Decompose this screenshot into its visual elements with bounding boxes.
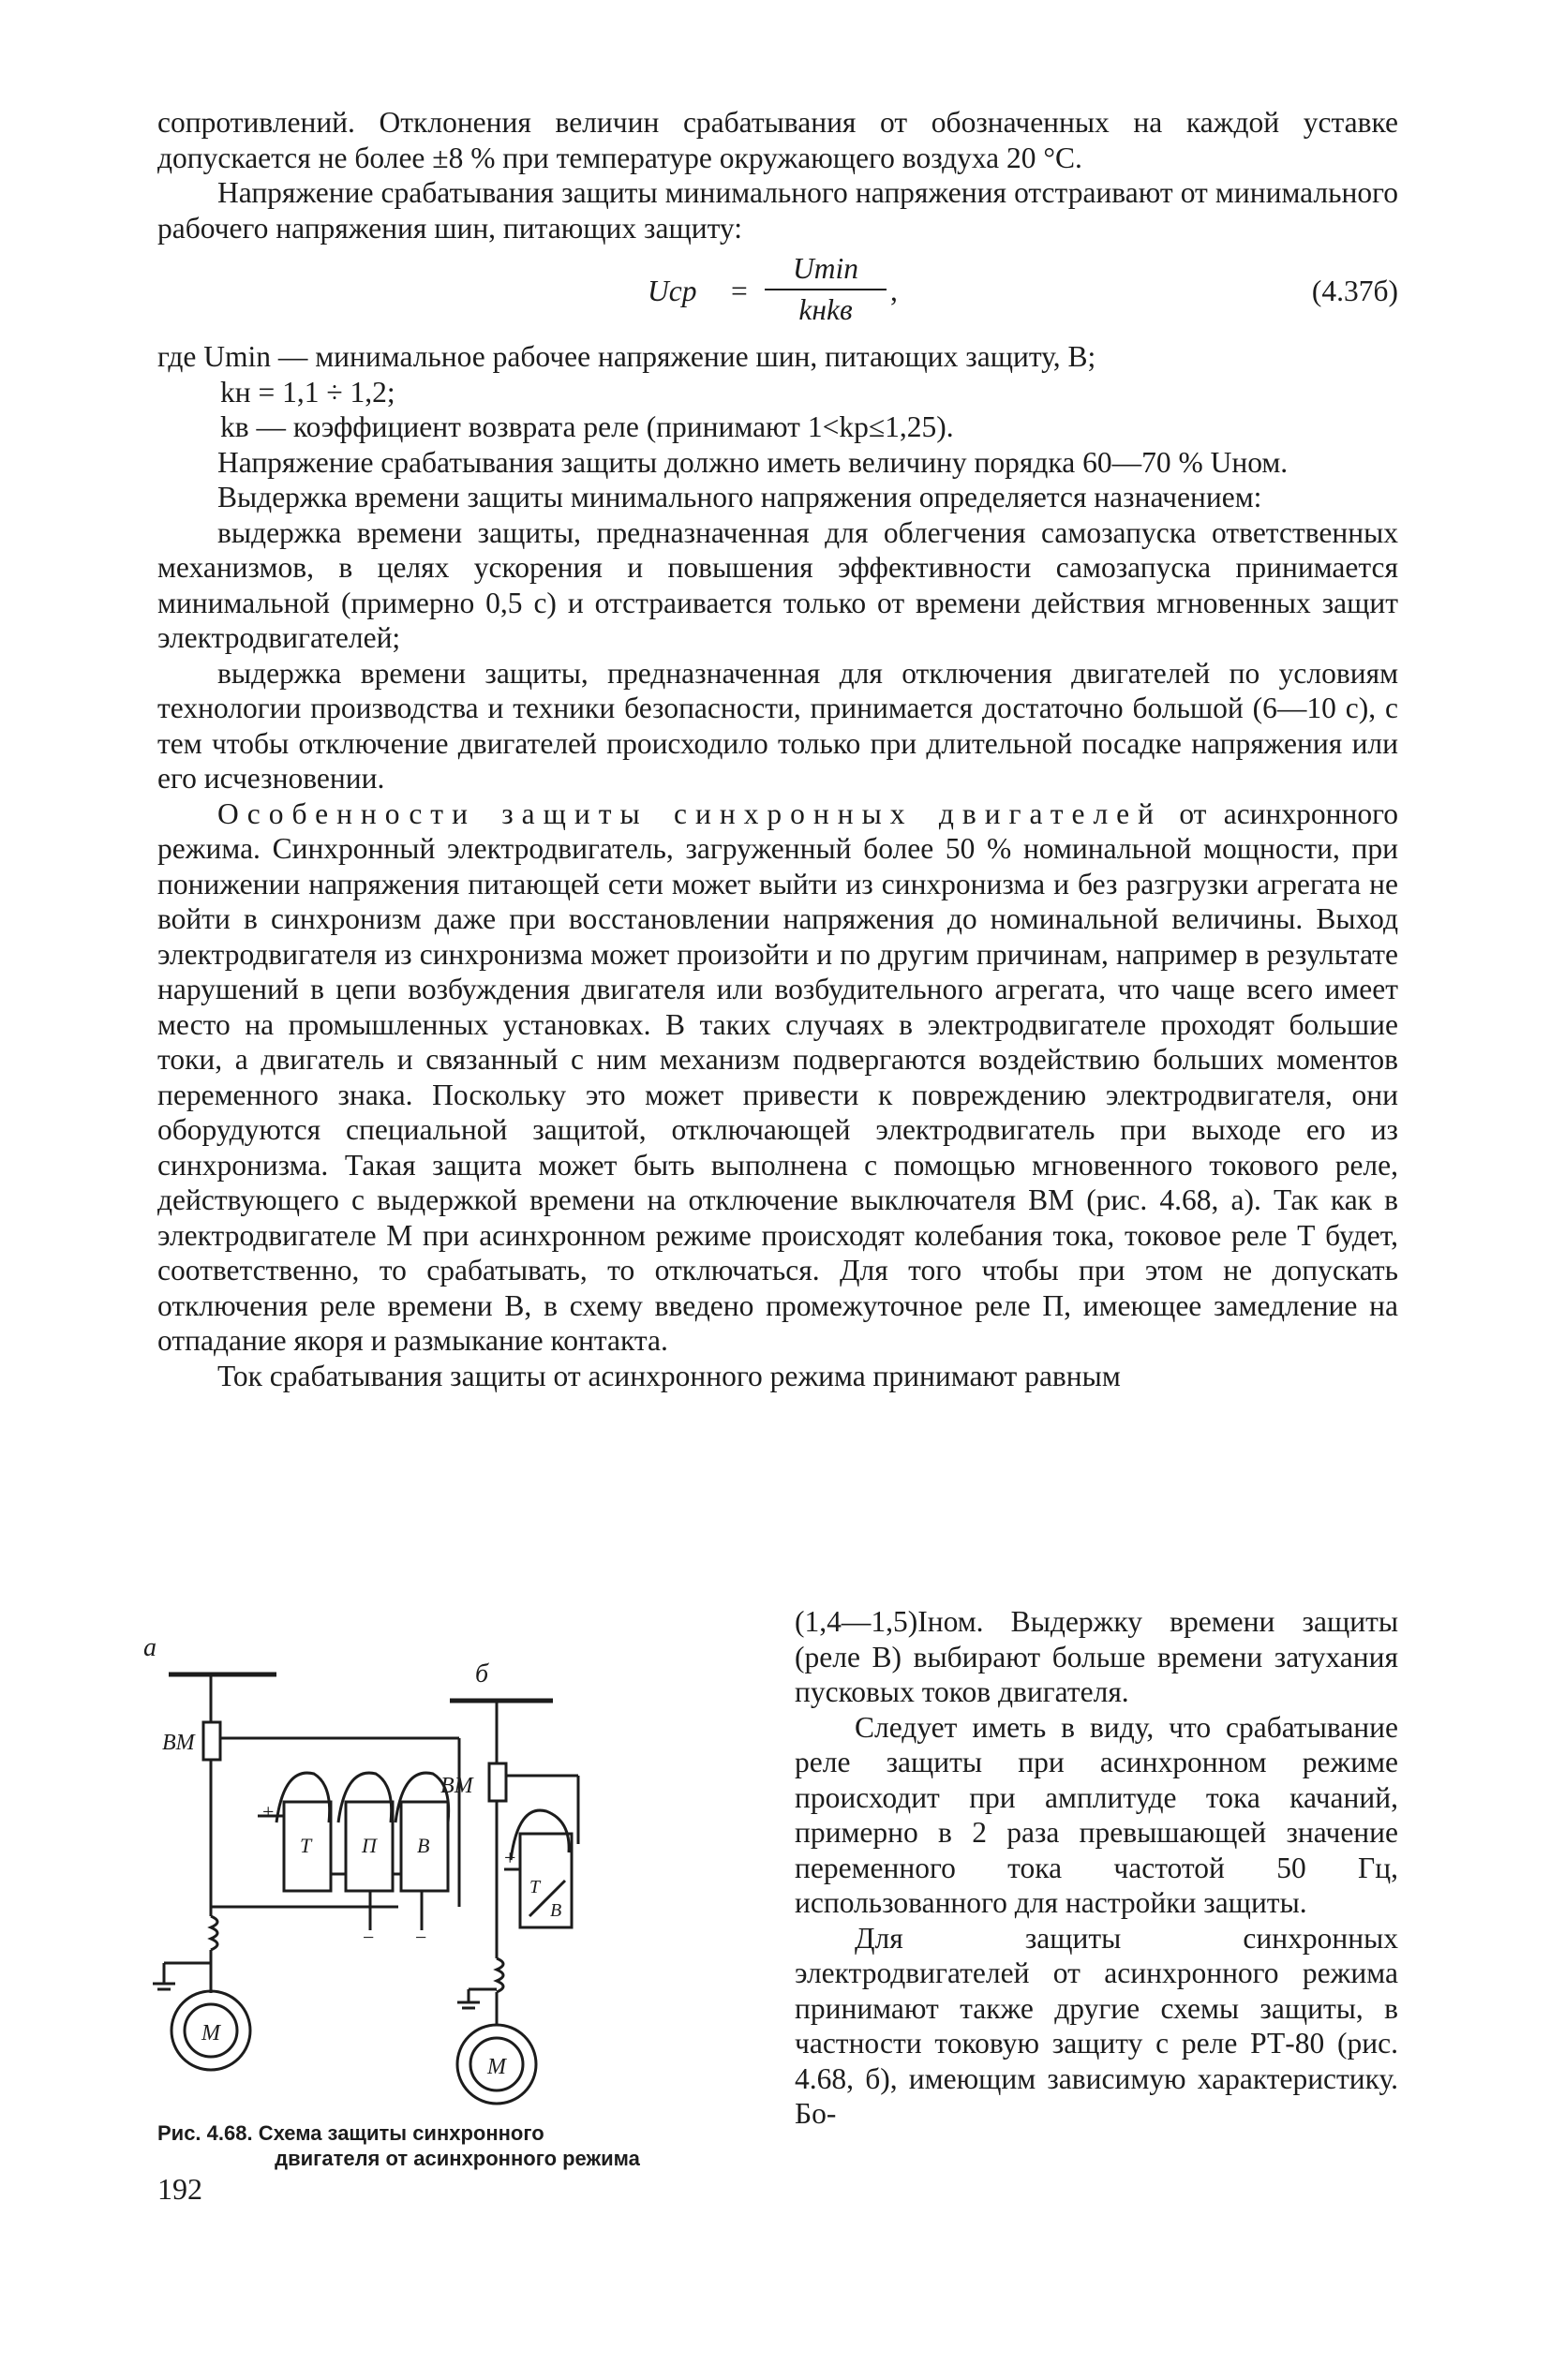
paragraph-1: сопротивлений. Отклонения величин срабатывания от обозначенных на каждой уставке допускается не более ±8 % при температуре окружающего воздуха 20 °С. <box>157 106 1398 174</box>
figure-label-b: б <box>475 1659 489 1688</box>
motor-a-label: М <box>201 2021 220 2045</box>
paragraph-7 <box>157 796 1398 1359</box>
definition-umin: где Umin — минимальное рабочее напряжение шин, питающих защиту, В; <box>157 340 1096 373</box>
paragraph-4: Выдержка времени защиты минимального напряжения определяется назначением: <box>217 481 1262 513</box>
breaker-b-label: ВМ <box>440 1774 473 1798</box>
motor-b-label: М <box>487 2055 506 2079</box>
formula-denominator: kнkв <box>798 292 853 326</box>
right-paragraph-3: Для защиты синхронных электродвигателей от асинхронного режима принимают также другие схемы защиты, в частности токовую защиту с реле РТ-80 (рис. 4.68, б), имеющим зависимую характеристику. Бо- <box>795 1921 1398 2130</box>
ct-a <box>211 1916 217 1950</box>
plus-sign-a: + <box>262 1800 275 1823</box>
ct-b <box>497 1958 503 1992</box>
formula-number: (4.37б) <box>1311 275 1398 307</box>
main-text-block <box>157 105 1398 1393</box>
breaker-a <box>203 1722 220 1760</box>
definition-kn: kн = 1,1 ÷ 1,2; <box>220 375 395 409</box>
relay-tv-t-label: Т <box>529 1877 541 1897</box>
formula-definitions <box>157 339 1398 445</box>
formula-comma: , <box>890 275 898 307</box>
paragraph-2: Напряжение срабатывания защиты минимального напряжения отстраивают от минимального рабочего напряжения шин, питающих защиту: <box>157 176 1398 245</box>
right-paragraph-1: (1,4—1,5)Iном. Выдержку времени защиты (реле В) выбирают больше времени затухания пусковых токов двигателя. <box>795 1605 1398 1708</box>
minus-sign-1: − <box>363 1926 375 1949</box>
relay-p-label: П <box>362 1834 377 1857</box>
formula-lhs: Uср <box>648 275 697 307</box>
figure-label-a: а <box>143 1635 156 1662</box>
right-column-text <box>795 1604 1398 2132</box>
paragraph-8: Ток срабатывания защиты от асинхронного режима принимают равным <box>217 1359 1121 1392</box>
caption-line-1: Рис. 4.68. Схема защиты синхронного <box>157 2121 544 2145</box>
minus-sign-2: − <box>415 1926 427 1949</box>
right-paragraph-2: Следует иметь в виду, что срабатывание реле защиты при асинхронном режиме происходит при амплитуде тока качаний, примерно в 2 раза превышающей значение переменного тока частотой 50 Гц, использованного для настройки защиты. <box>795 1710 1398 1919</box>
relay-v-label: В <box>417 1834 430 1857</box>
paragraph-5: выдержка времени защиты, предназначенная для облегчения самозапуска ответственных механизмов, в целях ускорения и повышения эффективности самозапуска принимается минимальной (примерно 0,5 с) и отстраивается только от времени действия мгновенных защит электродвигателей; <box>157 515 1398 654</box>
paragraph-3: Напряжение срабатывания защиты должно иметь величину порядка 60—70 % Uном. <box>217 445 1289 479</box>
breaker-a-label: ВМ <box>162 1731 195 1755</box>
formula-fraction <box>765 251 887 327</box>
figure-caption <box>157 2120 757 2171</box>
plus-sign-b: + <box>504 1846 516 1869</box>
formula-4-37b <box>157 251 1398 335</box>
caption-line-2: двигателя от асинхронного режима <box>275 2147 640 2170</box>
page-number: 192 <box>157 2172 202 2206</box>
paragraph-7-text: от асинхронного режима. Синхронный электродвигатель, загруженный более 50 % номинальной мощности, при понижении напряжения питающей сети может выйти из синхронизма и без разгрузки агрегата не войти в синхронизм даже при восстановлении напряжения до номинальной величины. Выход электродвигателя из синхронизма может произойти и по другим причинам, например в результате нарушений в цепи возбуждения двигателя или возбудительного агрегата, что чаще всего имеет место на промышленных установках. В таких случаях в электродвигателе проходят большие токи, а двигатель и связанный с ним механизм подвергаются воздействию больших моментов переменного знака. Поскольку это может привести к повреждению электродвигателя, они оборудуются специальной защитой, отключающей электродвигатель при выходе его из синхронизма. Такая защита может быть выполнена с помощью мгновенного токового реле, действующего с выдержкой времени на отключение выключателя ВМ (рис. 4.68, а). Так как в электродвигателе М при асинхронном режиме происходят колебания тока, токовое реле Т будет, соответственно, то срабатывать, то отключаться. Для того чтобы при этом не допускать отключения реле времени В, в схему введено промежуточное реле П, имеющее замедление на отпадание якоря и размыкание контакта. <box>157 796 1398 1357</box>
formula-numerator: Umin <box>765 251 887 290</box>
definition-kv: kв — коэффициент возврата реле (принимают 1<kр≤1,25). <box>220 410 954 443</box>
breaker-b <box>489 1763 506 1801</box>
relay-t-label: Т <box>300 1834 312 1857</box>
section-heading-spaced: Особенности защиты синхронных двигателей <box>217 796 1163 830</box>
figure-4-68-schematic <box>117 1635 764 2122</box>
paragraph-6: выдержка времени защиты, предназначенная для отключения двигателей по условиям технологии производства и техники безопасности, принимается достаточно большой (6—10 с), с тем чтобы отключение двигателей происходило только при длительной посадке напряжения или его исчезновении. <box>157 656 1398 795</box>
formula-equals: = <box>731 275 748 307</box>
relay-tv-v-label: В <box>550 1900 562 1921</box>
